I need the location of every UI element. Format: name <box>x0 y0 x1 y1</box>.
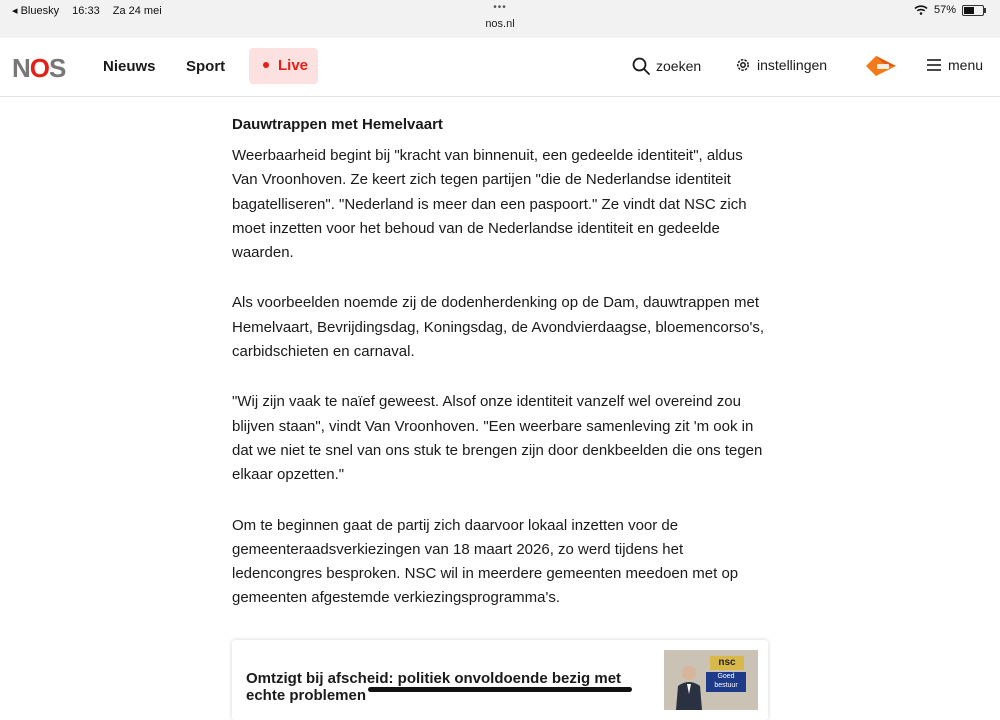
npo-start-logo-icon <box>866 55 896 77</box>
search-button[interactable] <box>632 57 701 75</box>
article-paragraph-3: "Wij zijn vaak te naïef geweest. Alsof onze identiteit vanzelf wel overeind zou blijven staan", vindt Van Vroonhoven. "Een weerbare samenleving zit 'm ook in dat we niet te snel van ons stuk te brengen zijn door denkbeelden die ons tegen elkaar opzetten." <box>232 393 763 484</box>
gear-icon <box>735 57 751 73</box>
status-date: Za 24 mei <box>112 5 162 17</box>
settings-button[interactable] <box>735 57 827 73</box>
section-heading: Dauwtrappen met Hemelvaart <box>232 116 443 133</box>
hamburger-menu-icon <box>926 58 942 72</box>
live-dot-icon <box>263 62 269 68</box>
related-article-title[interactable]: Omtzigt bij afscheid: politiek onvoldoende bezig met echte problemen <box>246 670 622 704</box>
search-icon <box>632 57 650 75</box>
live-label: Live <box>278 57 309 74</box>
article-paragraph-2: Als voorbeelden noemde zij de dodenherdenking op de Dam, dauwtrappen met Hemelvaart, Bevrijdingsdag, Koningsdag, de Avondvierdaagse, bloemencorso's, carbidschieten en carnaval. <box>232 294 765 361</box>
menu-button[interactable] <box>926 57 983 73</box>
nav-link-sport[interactable]: Sport <box>186 58 226 75</box>
url-label[interactable]: nos.nl <box>485 18 515 30</box>
status-right <box>914 4 984 16</box>
article-body <box>232 116 772 637</box>
settings-label: instellingen <box>757 57 828 73</box>
back-to-app[interactable]: ◂ Bluesky <box>12 5 60 17</box>
live-button[interactable] <box>249 48 318 84</box>
logo-letter-o: O <box>29 53 50 83</box>
wifi-icon <box>914 5 928 15</box>
logo-letter-n: N <box>12 53 30 83</box>
nos-logo[interactable] <box>12 53 65 84</box>
battery-icon <box>962 5 984 16</box>
status-time: 16:33 <box>72 5 100 17</box>
nav-link-nieuws[interactable]: Nieuws <box>103 58 156 75</box>
search-label: zoeken <box>656 58 702 74</box>
related-article-card[interactable] <box>232 640 768 720</box>
status-left <box>12 4 172 17</box>
home-indicator[interactable] <box>368 687 632 692</box>
campaign-sign: Goed bestuur <box>706 672 746 692</box>
nsc-logo: nsc <box>710 656 744 670</box>
logo-letter-s: S <box>49 53 66 83</box>
article-paragraph-4: Om te beginnen gaat de partij zich daarvoor lokaal inzetten voor de gemeenteraadsverkiezingen van 18 maart 2026, zo werd tijdens het ledencongres besproken. NSC wil in meerdere gemeenten meedoen met op gemeenten afgestemde verkiezingsprogramma's. <box>232 516 739 607</box>
battery-percent: 57% <box>933 4 956 16</box>
battery-fill <box>964 7 974 14</box>
npo-start-button[interactable] <box>866 55 896 82</box>
top-navigation <box>0 38 1000 97</box>
article-paragraph-1: Weerbaarheid begint bij "kracht van binnenuit, een gedeelde identiteit", aldus Van Vroonhoven. Ze keert zich tegen partijen "die de Nederlandse identiteit bagatelliseren". "Nederland is meer dan een paspoort." Ze vindt dat NSC zich moet inzetten voor het behoud van de Nederlandse identiteit en gedeelde waarden. <box>232 147 747 262</box>
related-article-thumbnail[interactable] <box>664 650 758 710</box>
menu-label: menu <box>948 57 984 73</box>
multitasking-dots-icon[interactable]: ••• <box>493 2 507 13</box>
person-photo-icon <box>676 664 702 710</box>
status-bar <box>0 0 1000 38</box>
